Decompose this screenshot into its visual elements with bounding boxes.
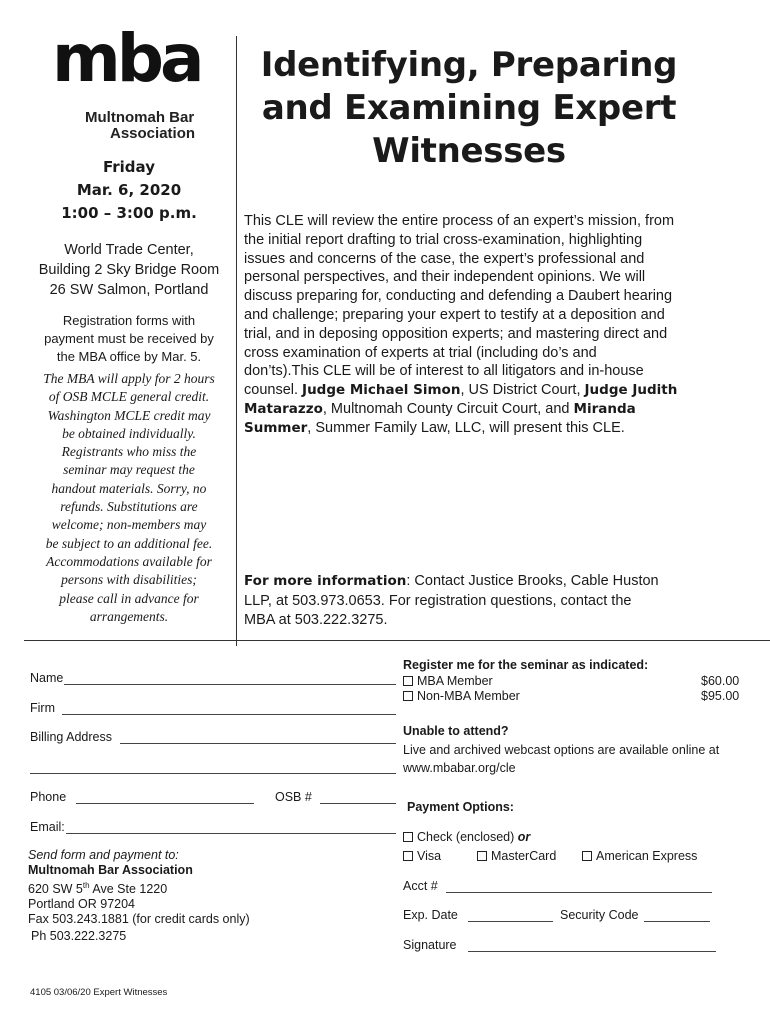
description-line: issues and concerns of the case, the expert’s professional and xyxy=(244,250,645,267)
note-line: payment must be received by xyxy=(44,331,214,346)
send-address-1 xyxy=(28,878,250,897)
text: , US District Court, xyxy=(460,382,585,399)
option-label: MasterCard xyxy=(491,849,557,863)
credit-line: The MBA will apply for 2 hours xyxy=(43,371,215,386)
title-line: Identifying, Preparing xyxy=(260,45,678,85)
billing-address-field-2[interactable] xyxy=(30,773,396,774)
mba-logo xyxy=(52,20,202,142)
credit-policy-note xyxy=(24,370,234,626)
check-option[interactable] xyxy=(403,830,530,845)
payment-heading: Payment Options: xyxy=(407,800,514,814)
mailing-instructions xyxy=(28,848,250,944)
speaker-name: Summer xyxy=(244,419,308,436)
more-info-line: LLP, at 503.973.0653. For registration questions, contact the xyxy=(244,592,632,609)
name-field[interactable] xyxy=(64,684,396,685)
more-info-line: MBA at 503.222.3275. xyxy=(244,612,388,628)
phone-field[interactable] xyxy=(76,803,254,804)
mba-member-price: $60.00 xyxy=(701,674,740,688)
title-line: Witnesses xyxy=(372,131,566,171)
text: counsel. xyxy=(244,382,303,399)
text: , Multnomah County Circuit Court, and xyxy=(322,400,574,417)
venue-line: 26 SW Salmon, Portland xyxy=(49,282,209,298)
send-fax: Fax 503.243.1881 (for credit cards only) xyxy=(28,912,250,927)
email-label: Email: xyxy=(30,820,65,834)
form-code: 4105 03/06/20 Expert Witnesses xyxy=(30,987,168,998)
venue-block xyxy=(24,240,234,300)
description-line: trial, and in deposing opposition experts; and mastering direct and xyxy=(244,325,668,342)
checkbox[interactable] xyxy=(403,691,413,701)
name-label: Name xyxy=(30,671,64,685)
logo-line-2: Association xyxy=(110,125,196,142)
credit-line: of OSB MCLE general credit. xyxy=(48,389,210,405)
event-date: Mar. 6, 2020 xyxy=(76,181,182,199)
amex-option[interactable] xyxy=(582,849,697,864)
course-description xyxy=(244,212,699,438)
event-day: Friday xyxy=(102,158,155,176)
credit-line: refunds. Substitutions are xyxy=(60,499,198,515)
security-code-field[interactable] xyxy=(644,921,710,922)
osb-field[interactable] xyxy=(320,803,396,804)
phone-label: Phone xyxy=(30,790,67,804)
account-number-field[interactable] xyxy=(446,892,712,893)
credit-line: Registrants who miss the xyxy=(61,444,197,460)
email-field[interactable] xyxy=(66,833,396,834)
page-title xyxy=(244,44,694,173)
description-line: This CLE will review the entire process of an expert’s mission, from xyxy=(244,213,675,229)
more-info-line xyxy=(244,572,684,592)
signature-field[interactable] xyxy=(468,951,716,952)
visa-option[interactable] xyxy=(403,849,441,864)
event-date-block xyxy=(24,156,234,225)
billing-address-field[interactable] xyxy=(120,743,396,744)
billing-address-label: Billing Address xyxy=(30,730,112,744)
firm-field[interactable] xyxy=(62,714,396,715)
security-code-label: Security Code xyxy=(560,908,639,922)
mba-member-option[interactable] xyxy=(403,674,493,689)
unable-heading: Unable to attend? xyxy=(403,724,509,738)
form-divider xyxy=(24,640,770,641)
checkbox[interactable] xyxy=(403,851,413,861)
credit-line: be obtained individually. xyxy=(62,425,196,441)
description-line: the initial report drafting to trial cross-examination, highlighting xyxy=(244,231,643,248)
firm-label: Firm xyxy=(30,701,55,715)
more-info xyxy=(244,572,684,631)
description-line: personal perspectives, and their independent opinions. We will xyxy=(244,269,646,286)
text: Ave Ste 1220 xyxy=(89,882,168,897)
event-time: 1:00 – 3:00 p.m. xyxy=(61,204,197,222)
signature-label: Signature xyxy=(403,938,457,952)
credit-line: seminar may request the xyxy=(63,462,195,478)
non-member-price: $95.00 xyxy=(701,689,740,703)
option-label: MBA Member xyxy=(417,674,493,688)
text: th xyxy=(82,881,90,890)
option-label: Non-MBA Member xyxy=(417,689,520,703)
speaker-name: Judge Judith xyxy=(584,382,678,399)
description-line: don’ts).This CLE will be of interest to all litigators and in-house xyxy=(244,363,644,380)
text: 620 SW 5 xyxy=(28,882,83,897)
checkbox[interactable] xyxy=(403,832,413,842)
credit-line: handout materials. Sorry, no xyxy=(51,480,207,496)
description-line xyxy=(244,400,699,419)
description-line: discuss preparing for, conducting and defending a Daubert hearing xyxy=(244,288,673,305)
speaker-name: Judge Michael Simon xyxy=(302,382,461,399)
text: , Summer Family Law, LLC, will present this CLE. xyxy=(307,419,625,436)
webcast-url: www.mbabar.org/cle xyxy=(403,761,516,775)
or-text: or xyxy=(517,830,531,844)
venue-line: Building 2 Sky Bridge Room xyxy=(38,262,220,278)
column-divider xyxy=(236,36,237,646)
send-heading: Send form and payment to: xyxy=(28,848,179,862)
checkbox[interactable] xyxy=(477,851,487,861)
option-label: Check (enclosed) xyxy=(417,830,515,844)
venue-line: World Trade Center, xyxy=(64,242,194,258)
description-line: and challenge; preparing your expert to testify at a deposition and xyxy=(244,306,665,323)
title-line: and Examining Expert xyxy=(261,88,677,128)
description-line xyxy=(244,419,699,438)
mastercard-option[interactable] xyxy=(477,849,556,864)
credit-line: please call in advance for xyxy=(59,590,199,606)
checkbox[interactable] xyxy=(403,676,413,686)
send-phone: Ph 503.222.3275 xyxy=(31,929,127,944)
logo-line-1: Multnomah Bar xyxy=(85,109,195,126)
credit-line: Accommodations available for xyxy=(46,553,212,569)
checkbox[interactable] xyxy=(582,851,592,861)
speaker-name: Miranda xyxy=(573,400,636,417)
registration-deadline-note xyxy=(24,312,234,366)
description-line: cross examination of experts at trial (including do’s and xyxy=(244,344,597,361)
note-line: the MBA office by Mar. 5. xyxy=(56,349,202,364)
speaker-name: Matarazzo xyxy=(244,400,323,417)
send-org: Multnomah Bar Association xyxy=(28,863,193,877)
non-member-option[interactable] xyxy=(403,689,520,704)
more-info-label: For more information xyxy=(244,573,407,589)
logo-wordmark: mba xyxy=(52,20,201,97)
option-label: Visa xyxy=(417,849,442,863)
credit-line: arrangements. xyxy=(89,608,169,624)
option-label: American Express xyxy=(596,849,698,863)
osb-label: OSB # xyxy=(275,790,312,804)
text: : Contact Justice Brooks, Cable Huston xyxy=(406,573,659,589)
credit-line: welcome; non-members may xyxy=(51,517,207,533)
register-heading: Register me for the seminar as indicated: xyxy=(403,658,649,672)
credit-line: persons with disabilities; xyxy=(61,572,197,588)
note-line: Registration forms with xyxy=(62,313,196,328)
account-number-label: Acct # xyxy=(403,879,438,893)
credit-line: be subject to an additional fee. xyxy=(45,535,213,551)
exp-date-field[interactable] xyxy=(468,921,553,922)
exp-date-label: Exp. Date xyxy=(403,908,458,922)
webcast-note: Live and archived webcast options are available online at xyxy=(403,743,720,757)
credit-line: Washington MCLE credit may xyxy=(47,407,211,423)
description-line xyxy=(244,381,699,400)
send-address-2: Portland OR 97204 xyxy=(28,897,136,912)
